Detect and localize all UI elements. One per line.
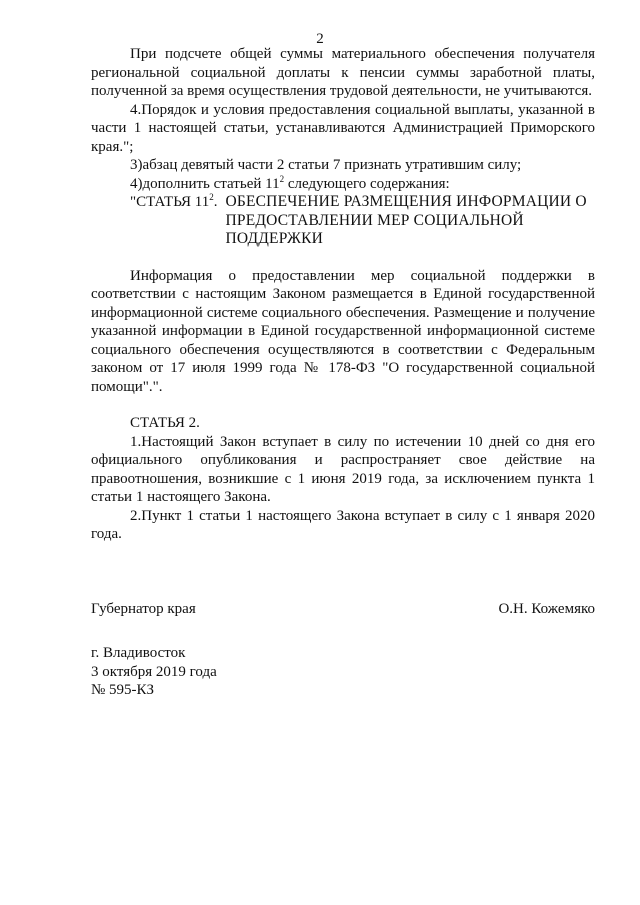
article-label-superscript: 2	[209, 192, 214, 202]
article-label-before: "СТАТЬЯ 11	[130, 194, 210, 210]
footer-law-number: № 595-КЗ	[91, 682, 155, 698]
document-content	[91, 45, 595, 700]
article-label-after: .	[213, 194, 218, 210]
article-11-2-heading	[130, 193, 595, 249]
footer-date: 3 октября 2019 года	[91, 663, 217, 680]
article-11-2-title: ОБЕСПЕЧЕНИЕ РАЗМЕЩЕНИЯ ИНФОРМАЦИИ О ПРЕДОСТАВЛЕНИИ МЕР СОЦИАЛЬНОЙ ПОДДЕРЖКИ	[225, 193, 587, 247]
article-2-heading: СТАТЬЯ 2.	[130, 415, 200, 431]
item4-superscript: 2	[279, 173, 285, 184]
document-footer	[91, 644, 595, 700]
paragraph-payment-procedure: 4.Порядок и условия предоставления социальной выплаты, указанной в части 1 настоящей статьи, устанавливаются Администрацией Приморского края.";	[91, 101, 595, 155]
article-2-paragraph-1: 1.Настоящий Закон вступает в силу по истечении 10 дней со дня его официального опубликования и распространяет свое действие на правоотношения, возникшие с 1 июня 2019 года, за исключением пункта 1 статьи 1 настоящего Закона.	[91, 433, 595, 505]
item4-text-before: 4)дополнить статьей 11	[130, 175, 280, 192]
paragraph-item-4	[91, 175, 595, 194]
page-number: 2	[316, 31, 324, 47]
footer-city: г. Владивосток	[91, 645, 186, 661]
signature-row	[91, 600, 595, 619]
item4-text-after: следующего содержания:	[284, 175, 450, 192]
article-2-paragraph-2: 2.Пункт 1 статьи 1 настоящего Закона вступает в силу с 1 января 2020 года.	[91, 507, 595, 542]
paragraph-item-3: 3)абзац девятый части 2 статьи 7 признать утратившим силу;	[130, 157, 522, 173]
article-11-2-label	[130, 193, 217, 249]
paragraph-material-support: При подсчете общей суммы материального обеспечения получателя региональной социальной доплаты к пенсии суммы заработной платы, полученной за время осуществления трудовой деятельности, не учитываются.	[91, 46, 595, 99]
signatory-position: Губернатор края	[91, 600, 196, 617]
article-11-2-body: Информация о предоставлении мер социальной поддержки в соответствии с настоящим Законом размещается в Единой государственной информационной системе социального обеспечения. Размещение и получение указанной информации в Единой государственной информационной системе социального обеспечения осуществляются в соответствии с Федеральным законом от 17 июля 1999 года № 178-ФЗ "О государственной социальной помощи".".	[91, 267, 595, 395]
spacer	[91, 396, 595, 414]
spacer	[91, 249, 595, 267]
signatory-name: О.Н. Кожемяко	[498, 600, 595, 617]
